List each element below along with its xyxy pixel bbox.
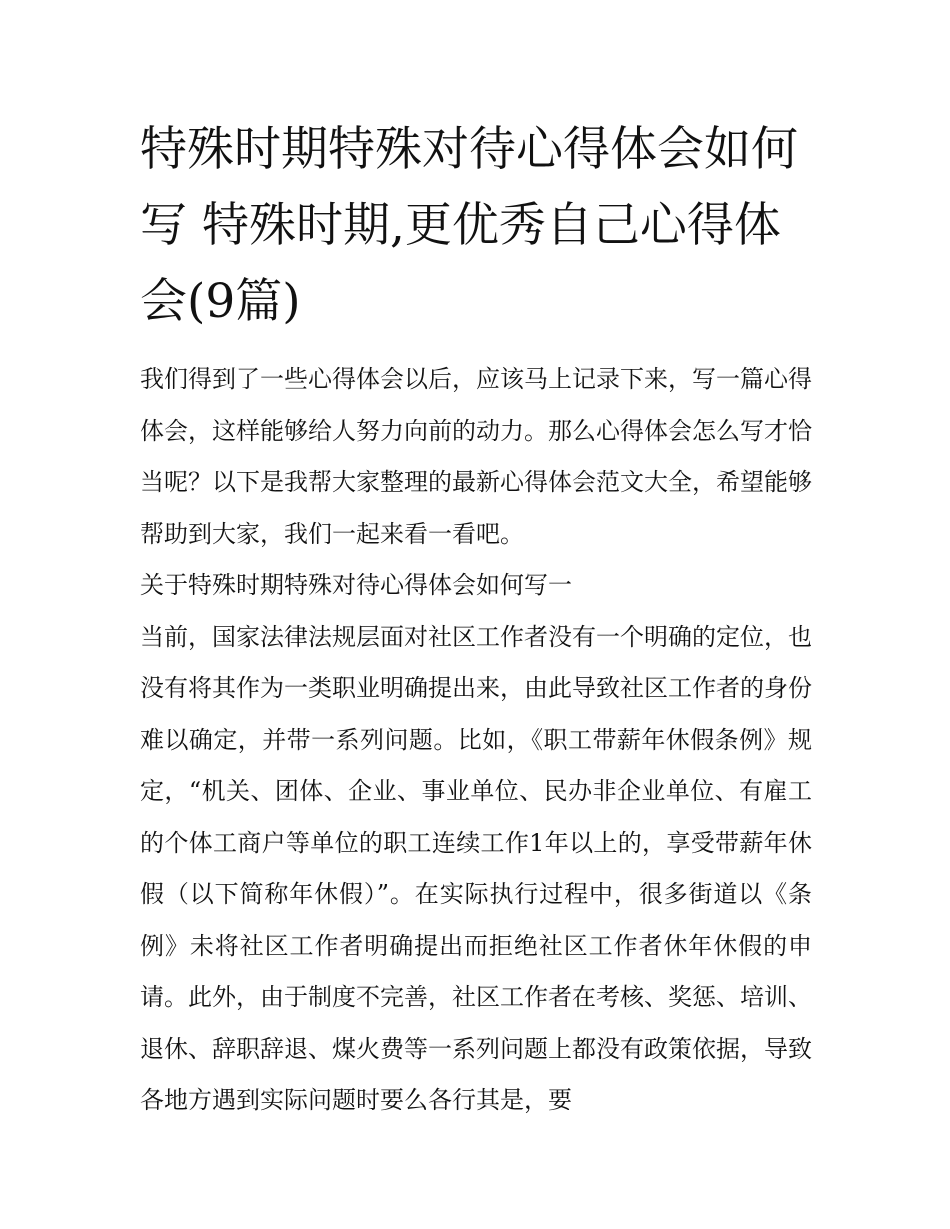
intro-paragraph: 我们得到了一些心得体会以后，应该马上记录下来，写一篇心得体会，这样能够给人努力向前的动力。那么心得体会怎么写才恰当呢？以下是我帮大家整理的最新心得体会范文大全，希望能够帮助到大家，我们一起来看一看吧。 bbox=[140, 365, 812, 548]
document-content bbox=[140, 112, 812, 1127]
section-heading: 关于特殊时期特殊对待心得体会如何写一 bbox=[140, 571, 572, 599]
document-title: 特殊时期特殊对待心得体会如何写 特殊时期,更优秀自己心得体会(9篇) bbox=[140, 122, 798, 329]
body-paragraph: 当前，国家法律法规层面对社区工作者没有一个明确的定位，也没有将其作为一类职业明确提出来，由此导致社区工作者的身份难以确定，并带一系列问题。比如，《职工带薪年休假条例》规定，“机关、团体、企业、事业单位、民办非企业单位、有雇工的个体工商户等单位的职工连续工作1年以上的，享受带薪年休假（以下简称年休假）”。在实际执行过程中，很多街道以《条例》未将社区工作者明确提出而拒绝社区工作者休年休假的申请。此外，由于制度不完善，社区工作者在考核、奖惩、培训、退休、辞职辞退、煤火费等一系列问题上都没有政策依据，导致各地方遇到实际问题时要么各行其是，要 bbox=[140, 622, 812, 1114]
